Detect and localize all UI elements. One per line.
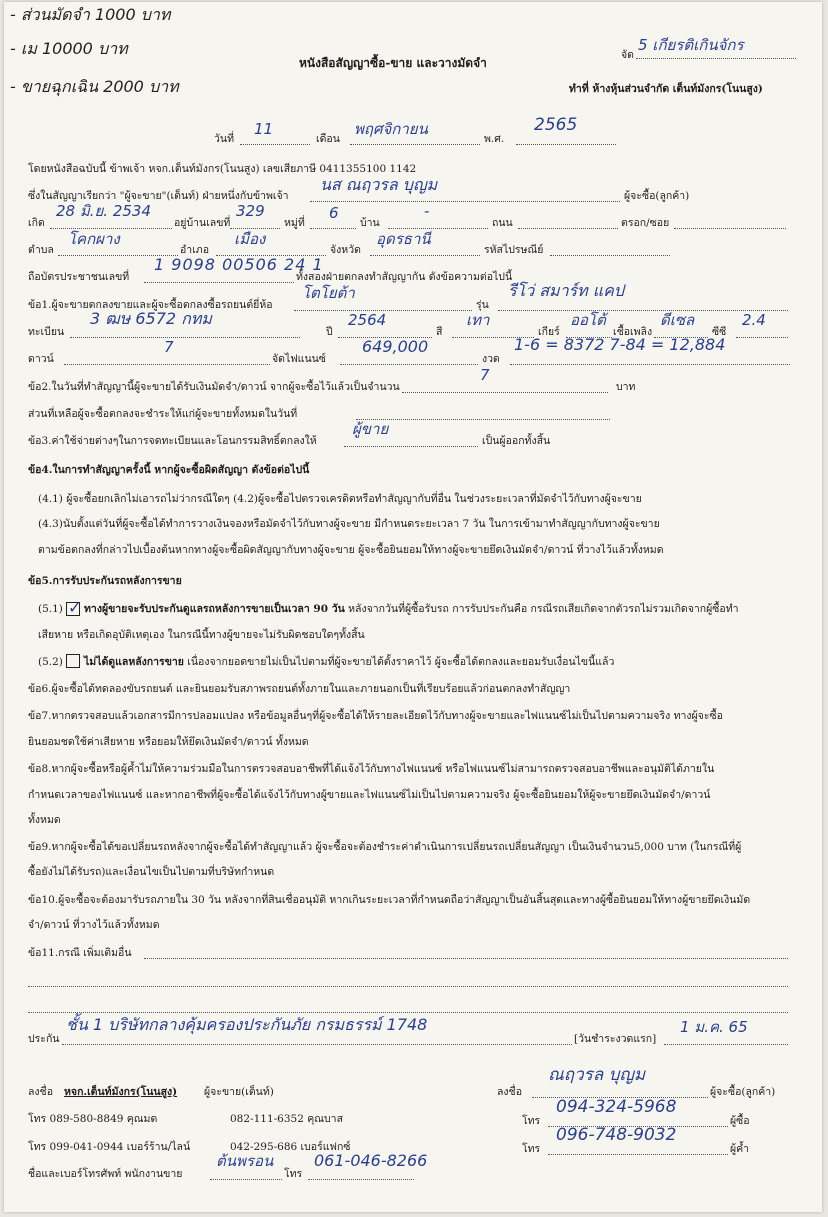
- guarantor-role: ผู้ค้ำ: [730, 1143, 750, 1155]
- date-month-label: เดือน: [316, 133, 340, 145]
- warranty-checkbox-checked[interactable]: [66, 598, 82, 617]
- contract-place: ทำที่ ห้างหุ้นส่วนจำกัด เต็นท์มังกร(โนนสูง): [569, 83, 763, 95]
- car-gear: ออโต้: [570, 311, 606, 329]
- amphoe-label: อำเภอ: [180, 244, 210, 256]
- year-label: ปี: [326, 326, 333, 338]
- buyer-role-sign: ผู้จะซื้อ(ลูกค้า): [710, 1086, 776, 1098]
- date-year: 2565: [534, 115, 578, 135]
- clause5-2-bold: ไม่ได้ดูแลหลังการขาย: [84, 656, 184, 668]
- deposit-value: 7: [480, 366, 490, 384]
- road-label: ถนน: [492, 217, 513, 229]
- down-value: 7: [164, 338, 174, 356]
- province-value: อุดรธานี: [376, 230, 431, 248]
- no-warranty-checkbox[interactable]: [66, 654, 80, 668]
- at-value: 5 เกียรติเกินจักร: [638, 36, 744, 54]
- handwritten-note: - เม 10000 บาท: [10, 39, 128, 58]
- guarantor-tel-label: โทร: [522, 1143, 541, 1155]
- clause7a: ข้อ7.หากตรวจสอบแล้วเอกสารมีการปลอมแปลง หรือข้อมูลอื่นๆที่ผู้จะซื้อได้ให้รายละเอียดไว้กับทางผู้จะขายและไฟแนนซ์ไม่เป็นไปตามความจริง ทางผู้จะซื้อ: [28, 710, 723, 722]
- handwritten-note: - ขายฉุกเฉิน 2000 บาท: [10, 77, 179, 96]
- clause11: ข้อ11.กรณี เพิ่มเติมอื่น: [28, 947, 132, 959]
- buyer-name: นส ณฤวรล บุญม: [320, 175, 438, 194]
- finance-value: 649,000: [362, 337, 429, 356]
- clause5-2-num: (5.2): [38, 656, 63, 668]
- seller-line: ซึ่งในสัญญาเรียกว่า "ผู้จะขาย"(เต็นท์) ฝ่ายหนึ่งกับข้าพเจ้า: [28, 190, 289, 202]
- fuel-label: เชื้อเพลิง: [613, 326, 653, 338]
- clause10b: จำ/ดาวน์ ที่วางไว้แล้วทั้งหมด: [28, 919, 160, 931]
- intro-line: โดยหนังสือฉบับนี้ ข้าพเจ้า หจก.เต็นท์มังกร(โนนสูง) เลขเสียภาษี 0411355100 1142: [28, 163, 417, 175]
- clause3-end: เป็นผู้ออกทั้งสิ้น: [482, 435, 551, 447]
- car-fuel: ดีเซล: [660, 311, 695, 329]
- tel-3: โทร 099-041-0944 เบอร์ร้าน/ไลน์: [28, 1141, 191, 1153]
- car-cc: 2.4: [742, 311, 766, 329]
- at-label: จัด: [621, 49, 634, 61]
- document-title: หนังสือสัญญาซื้อ-ขาย และวางมัดจำ: [299, 56, 487, 70]
- color-label: สี: [436, 326, 443, 338]
- born-value: 28 มิ.ย. 2534: [56, 202, 152, 220]
- car-brand: โตโยต้า: [302, 284, 355, 302]
- first-due-label: [วันชำระงวดแรก]: [574, 1033, 657, 1045]
- clause5-2-rest: เนื่องจากยอดขายไม่เป็นไปตามที่ผู้จะขายได้ตั้งราคาไว้ ผู้จะซื้อได้ตกลงและยอมรับเงื่อนไขนี้แล้ว: [183, 656, 615, 668]
- car-year: 2564: [348, 311, 387, 329]
- clause8b: กำหนดเวลาของไฟแนนซ์ และหากอาชีพที่ผู้จะซื้อได้แจ้งไว้กับทางผู้ขายและไฟแนนซ์ไม่เป็นไปตามความจริง ผู้จะซื้อยินยอมให้ผู้จะขายยึดเงินมัดจำ/ดาวน์: [28, 789, 711, 801]
- amphoe-value: เมือง: [234, 230, 266, 248]
- buyer-role: ผู้จะซื้อ(ลูกค้า): [624, 190, 690, 202]
- seller-sign: หจก.เต็นท์มังกร(โนนสูง): [64, 1086, 178, 1098]
- car-model: รีโว่ สมาร์ท แคป: [508, 281, 624, 300]
- staff-label: ชื่อและเบอร์โทรศัพท์ พนักงานขาย: [28, 1168, 183, 1180]
- clause3: ข้อ3.ค่าใช้จ่ายต่างๆในการจดทะเบียนและโอนกรรมสิทธิ์ตกลงให้: [28, 435, 317, 447]
- date-day: 11: [254, 120, 274, 138]
- seller-sign-label: ลงชื่อ: [28, 1086, 53, 1098]
- deposit-unit: บาท: [616, 381, 636, 393]
- house-value: 329: [236, 202, 265, 220]
- insurance-label: ประกัน: [28, 1033, 60, 1045]
- born-label: เกิด: [28, 217, 45, 229]
- clause2a: ข้อ2.ในวันที่ทำสัญญานี้ผู้จะขายได้รับเงินมัดจำ/ดาวน์ จากผู้จะซื้อไว้แล้วเป็นจำนวน: [28, 381, 400, 393]
- tel-4: 042-295-686 เบอร์แฟกซ์: [230, 1141, 351, 1153]
- clause7b: ยินยอมชดใช้ค่าเสียหาย หรือยอมให้ยึดเงินมัดจำ/ดาวน์ ทั้งหมด: [28, 736, 309, 748]
- date-year-label: พ.ศ.: [484, 133, 505, 145]
- installment-value: 1-6 = 8372 7-84 = 12,884: [514, 335, 726, 354]
- reg-label: ทะเบียน: [28, 326, 65, 338]
- tel-1: โทร 089-580-8849 คุณมด: [28, 1113, 158, 1125]
- village-label: บ้าน: [360, 217, 380, 229]
- installment-label: งวด: [482, 353, 500, 365]
- moo-value: 6: [329, 204, 339, 222]
- contract-document: [4, 2, 822, 1212]
- postal-label: รหัสไปรษณีย์: [484, 244, 544, 256]
- cc-label: ซีซี: [712, 326, 727, 338]
- clause9b: ซื้อยังไม่ได้รับรถ)และเงื่อนไขเป็นไปตามที่บริษัทกำหนด: [28, 866, 275, 878]
- clause5: ข้อ5.การรับประกันรถหลังการขาย: [28, 575, 182, 587]
- clause4-1: (4.1) ผู้จะซื้อยกเลิกไม่เอารถไม่ว่ากรณีใดๆ (4.2)ผู้จะซื้อไปตรวจเครดิตหรือทำสัญญากับที่อื่น ในช่วงระยะเวลาที่มัดจำไว้กับทางผู้จะขาย: [38, 493, 642, 505]
- buyer-sign-label: ลงชื่อ: [497, 1086, 522, 1098]
- buyer-tel-role: ผู้ซื้อ: [730, 1115, 750, 1127]
- date-month: พฤศจิกายน: [354, 120, 428, 138]
- moo-label: หมู่ที่: [284, 217, 305, 229]
- clause10a: ข้อ10.ผู้จะซื้อจะต้องมารับรถภายใน 30 วัน หลังจากที่สินเชื่ออนุมัติ หากเกินระยะเวลาที่กำหนดถือว่าสัญญาเป็นอันสิ้นสุดและทางผู้ซื้อยินยอมให้ทางผู้ขายยึดเงินมัด: [28, 894, 751, 906]
- clause9a: ข้อ9.หากผู้จะซื้อได้ขอเปลี่ยนรถหลังจากผู้จะซื้อได้ทำสัญญาแล้ว ผู้จะซื้อจะต้องชำระค่าดำเนินการเปลี่ยนรถเปลี่ยนสัญญา เป็นเงินจำนวน5,000 บาท (ในกรณีที่ผู้: [28, 841, 742, 853]
- staff-name: ต้นพรอน: [216, 1152, 274, 1170]
- staff-tel: 061-046-8266: [314, 1151, 428, 1170]
- date-day-label: วันที่: [214, 133, 234, 145]
- clause4-3b: ตามข้อตกลงที่กล่าวไปเบื้องต้นหากทางผู้จะซื้อผิดสัญญากับทางผู้จะขาย ผู้จะซื้อยินยอมให้ทางผู้จะขายยึดเงินมัดจำ/ดาวน์ ที่วางไว้แล้วทั้งหมด: [38, 544, 664, 556]
- clause1-label: ข้อ1.ผู้จะขายตกลงขายและผู้จะซื้อตกลงซื้อรถยนต์ยี่ห้อ: [28, 299, 273, 311]
- insurance-value: ชั้น 1 บริษัทกลางคุ้มครองประกันภัย กรมธรรม์ 1748: [66, 1015, 428, 1034]
- tambon-value: โคกผาง: [68, 230, 120, 248]
- down-label: ดาวน์: [28, 353, 54, 365]
- buyer-tel: 094-324-5968: [556, 1097, 677, 1117]
- first-due-value: 1 ม.ค. 65: [680, 1018, 748, 1036]
- finance-label: จัดไฟแนนซ์: [272, 353, 326, 365]
- province-label: จังหวัด: [330, 244, 361, 256]
- clause5-1c: เสียหาย หรือเกิดอุบัติเหตุเอง ในกรณีนี้ทางผู้ขายจะไม่รับผิดชอบใดๆทั้งสิ้น: [38, 629, 365, 641]
- car-color: เทา: [466, 311, 490, 329]
- agree-line: ทั้งสองฝ่ายตกลงทำสัญญากัน ดังข้อความต่อไปนี้: [296, 271, 513, 283]
- buyer-tel-label: โทร: [522, 1115, 541, 1127]
- village-value: -: [424, 202, 430, 220]
- clause4: ข้อ4.ในการทำสัญญาครั้งนี้ หากผู้จะซื้อผิดสัญญา ดังข้อต่อไปนี้: [28, 464, 310, 476]
- tel-2: 082-111-6352 คุณบาส: [230, 1113, 343, 1125]
- seller-role: ผู้จะขาย(เต็นท์): [204, 1086, 274, 1098]
- clause8a: ข้อ8.หากผู้จะซื้อหรือผู้ค้ำไม่ให้ความร่วมมือในการตรวจสอบอาชีพที่ได้แจ้งไว้กับทางไฟแนนซ์ หรือไฟแนนซ์ไม่สามารถตรวจสอบอาชีพและอนุมัติได้ภายใน: [28, 763, 715, 775]
- clause2b: ส่วนที่เหลือผู้จะซื้อตกลงจะชำระให้แก่ผู้จะขายทั้งหมดในวันที่: [28, 408, 298, 420]
- guarantor-tel: 096-748-9032: [556, 1125, 677, 1145]
- tambon-label: ตำบล: [28, 244, 54, 256]
- clause4-3a: (4.3)นับตั้งแต่วันที่ผู้จะซื้อได้ทำการวางเงินจองหรือมัดจำไว้กับทางผู้จะขาย มีกำหนดระยะเวลา 7 วัน ในการเข้ามาทำสัญญากับทางผู้จะขาย: [38, 518, 660, 530]
- house-label: อยู่บ้านเลขที่: [174, 217, 231, 229]
- alley-label: ตรอก/ซอย: [621, 217, 670, 229]
- clause5-1-num: (5.1): [38, 603, 63, 615]
- id-label: ถือบัตรประชาชนเลขที่: [28, 271, 130, 283]
- clause3-value: ผู้ขาย: [352, 420, 389, 438]
- model-label: รุ่น: [476, 299, 489, 311]
- car-registration: 3 ฒษ 6572 กทม: [90, 309, 212, 328]
- clause6: ข้อ6.ผู้จะซื้อได้ทดลองขับรถยนต์ และยินยอมรับสภาพรถยนต์ทั้งภายในและภายนอกเป็นที่เรียบร้อยแล้วก่อนตกลงทำสัญญา: [28, 683, 571, 695]
- gear-label: เกียร์: [538, 326, 560, 338]
- check-mark-icon: ✓: [68, 598, 82, 617]
- clause5-1-bold: ทางผู้ขายจะรับประกันดูแลรถหลังการขายเป็นเวลา 90 วัน: [84, 603, 345, 615]
- clause8c: ทั้งหมด: [28, 814, 61, 826]
- buyer-signature: ณฤวรล บุญม: [548, 1065, 646, 1085]
- handwritten-note: - ส่วนมัดจำ 1000 บาท: [10, 5, 171, 24]
- staff-tel-label: โทร: [284, 1168, 303, 1180]
- id-value: 1 9098 00506 24 1: [154, 255, 324, 274]
- clause5-1-rest: หลังจากวันที่ผู้ซื้อรับรถ การรับประกันคือ กรณีรถเสียเกิดจากตัวรถไม่รวมเกิดจากผู้ซื้อทำ: [344, 603, 739, 615]
